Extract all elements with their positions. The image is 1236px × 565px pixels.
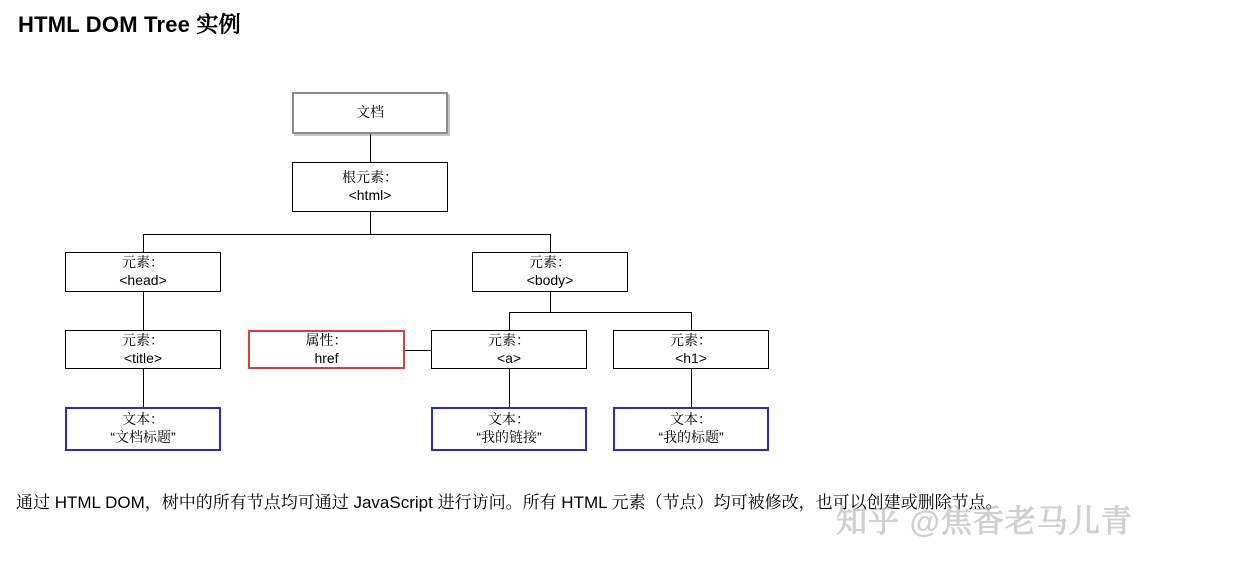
node-body-line2: <body>	[526, 272, 574, 288]
node-text-my-link-line1: 文本：	[488, 411, 530, 428]
node-root-html-line1: 根元素：	[342, 169, 398, 186]
page-title: HTML DOM Tree 实例	[18, 12, 241, 37]
node-attribute-href-line2: href	[314, 349, 339, 366]
node-anchor-line1: 元素：	[488, 331, 530, 348]
node-head	[65, 252, 221, 292]
node-head-line2: <head>	[119, 272, 167, 288]
node-text-my-heading	[613, 407, 769, 451]
edge-bus-a	[509, 312, 510, 330]
edge-body-bus	[509, 312, 691, 313]
node-body-line1: 元素：	[529, 254, 571, 271]
caption-text: 通过 HTML DOM，树中的所有节点均可通过 JavaScript 进行访问。所有 HTML 元素（节点）均可被修改，也可以创建或删除节点。	[16, 493, 1003, 512]
node-body	[472, 252, 628, 292]
node-text-my-heading-line2: “我的标题”	[658, 429, 724, 445]
edge-title-text	[143, 369, 144, 407]
node-text-my-link-line2: “我的链接”	[476, 429, 542, 445]
node-heading-line2: <h1>	[675, 349, 707, 366]
edge-root-stem	[370, 212, 371, 234]
edge-root-bus	[143, 234, 550, 235]
node-root-html	[292, 162, 448, 212]
node-head-line1: 元素：	[122, 254, 164, 271]
edge-bus-head	[143, 234, 144, 252]
node-text-document-title-line1: 文本：	[122, 411, 164, 428]
node-text-my-link	[431, 407, 587, 451]
dom-tree-diagram	[55, 72, 785, 467]
edge-h1-text	[691, 369, 692, 407]
watermark: 知乎 @焦香老马儿青	[836, 504, 1133, 539]
edge-head-title	[143, 292, 144, 330]
node-document	[292, 92, 448, 134]
node-root-html-line2: <html>	[348, 187, 392, 203]
node-attribute-href	[248, 330, 405, 369]
node-title-line1: 元素：	[122, 331, 164, 348]
node-heading	[613, 330, 769, 369]
edge-bus-body	[550, 234, 551, 252]
edge-document-root	[370, 134, 371, 162]
node-title	[65, 330, 221, 369]
node-attribute-href-line1: 属性：	[305, 331, 348, 348]
node-title-line2: <title>	[123, 349, 163, 366]
node-text-document-title	[65, 407, 221, 451]
edge-body-stem	[550, 292, 551, 312]
node-anchor-line2: <a>	[496, 349, 522, 366]
node-document-line1: 文档	[356, 104, 384, 121]
node-heading-line1: 元素：	[670, 331, 712, 348]
node-text-document-title-line2: “文档标题”	[110, 429, 176, 445]
node-anchor	[431, 330, 587, 369]
edge-bus-h1	[691, 312, 692, 330]
node-text-my-heading-line1: 文本：	[670, 411, 712, 428]
edge-a-text	[509, 369, 510, 407]
